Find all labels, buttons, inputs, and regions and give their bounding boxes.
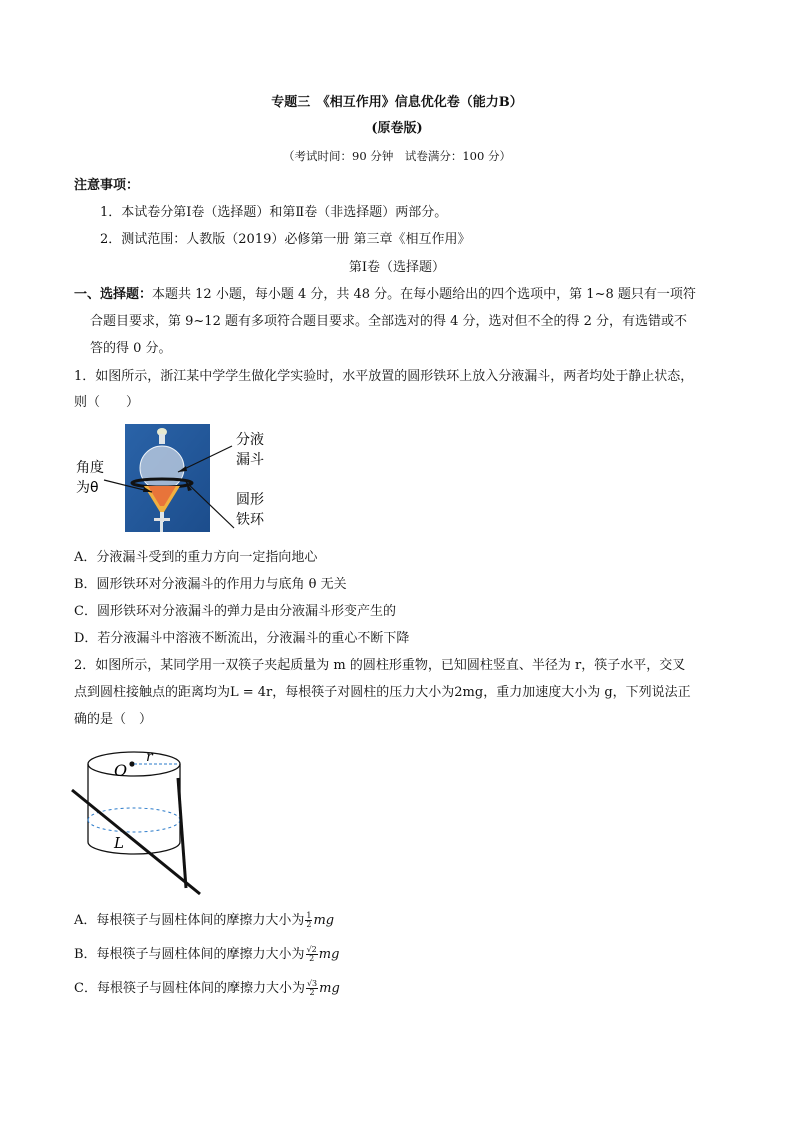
chopstick-right — [178, 778, 186, 888]
frac-denominator: 2 — [306, 920, 312, 929]
q2-stem-line-2: 点到圆柱接触点的距离均为L = 4r，每根筷子对圆柱的压力大小为2mg，重力加速度大小为 g，下列说法正 — [74, 685, 691, 700]
q2-option-c-text: C．每根筷子与圆柱体间的摩擦力大小为 — [74, 981, 305, 996]
funnel-photo — [74, 420, 274, 538]
page-subtitle: (原卷版) — [371, 121, 423, 136]
q1-stem-line-2: 则（ ） — [74, 395, 140, 410]
label-length-l: L — [114, 834, 124, 852]
center-point — [129, 761, 134, 766]
label-funnel-1: 分液 — [236, 432, 264, 448]
cylinder-chopsticks-diagram — [62, 742, 210, 900]
q2-option-b-tail: mg — [318, 947, 340, 962]
notes-heading: 注意事项： — [74, 178, 140, 193]
q2-figure — [62, 742, 210, 900]
exam-info: （考试时间：90 分钟 试卷满分：100 分） — [283, 149, 511, 163]
q2-stem-line-1: 2．如图所示，某同学用一双筷子夹起质量为 m 的圆柱形重物，已知圆柱竖直、半径为 r，筷子水平，交叉 — [74, 658, 686, 673]
q2-option-b-text: B．每根筷子与圆柱体间的摩擦力大小为 — [74, 947, 305, 962]
q1-option-d: D．若分液漏斗中溶液不断流出，分液漏斗的重心不断下降 — [74, 631, 410, 646]
q1-figure — [74, 420, 274, 538]
label-center-o: O — [114, 761, 128, 780]
instructions-line-1 — [74, 286, 696, 304]
instructions-line-2: 合题目要求，第 9~12 题有多项符合题目要求。全部选对的得 4 分，选对但不全的得 2 分，有选错或不 — [90, 314, 688, 329]
q1-option-a: A．分液漏斗受到的重力方向一定指向地心 — [74, 550, 318, 565]
label-angle-2: 为θ — [76, 480, 99, 496]
frac-numerator: 1 — [306, 911, 312, 920]
instructions-label: 一、选择题： — [74, 287, 153, 302]
note-item-1: 1．本试卷分第Ⅰ卷（选择题）和第Ⅱ卷（非选择题）两部分。 — [100, 205, 448, 220]
instructions-line-3: 答的得 0 分。 — [90, 341, 172, 356]
label-angle-1: 角度 — [76, 460, 104, 476]
section-title: 第Ⅰ卷（选择题） — [348, 260, 446, 275]
frac-denominator: 2 — [309, 988, 315, 997]
q1-stem-line-1: 1．如图所示，浙江某中学学生做化学实验时，水平放置的圆形铁环上放入分液漏斗，两者均处于静止状态， — [74, 369, 694, 384]
label-ring-2: 铁环 — [236, 512, 264, 528]
q2-stem-line-3: 确的是（ ） — [74, 712, 153, 727]
label-funnel-2: 漏斗 — [236, 452, 264, 468]
q2-option-c — [74, 980, 340, 998]
label-ring-1: 圆形 — [236, 492, 264, 508]
page-title: 专题三 《相互作用》信息优化卷（能力B） — [271, 95, 523, 110]
cylinder-bottom — [88, 842, 180, 854]
frac-numerator: √2 — [306, 945, 317, 954]
q2-option-b-fraction — [306, 946, 318, 963]
q2-option-a-text: A．每根筷子与圆柱体间的摩擦力大小为 — [74, 913, 305, 928]
contact-circle-front — [88, 820, 180, 832]
label-radius-r: r — [146, 749, 153, 765]
q2-option-c-tail: mg — [319, 981, 340, 996]
note-item-2: 2．测试范围：人教版（2019）必修第一册 第三章《相互作用》 — [100, 232, 471, 247]
frac-numerator: √3 — [306, 979, 318, 988]
q2-option-c-fraction — [306, 980, 318, 997]
q2-option-b — [74, 946, 339, 964]
q1-option-b: B．圆形铁环对分液漏斗的作用力与底角 θ 无关 — [74, 577, 347, 592]
q1-option-c: C．圆形铁环对分液漏斗的弹力是由分液漏斗形变产生的 — [74, 604, 396, 619]
instructions-text-1: 本题共 12 小题，每小题 4 分，共 48 分。在每小题给出的四个选项中，第 1~8 题只有一项符 — [152, 287, 696, 302]
q2-option-a-fraction — [305, 912, 312, 929]
q2-option-a-tail: mg — [313, 913, 335, 928]
frac-denominator: 2 — [309, 954, 315, 963]
q2-option-a — [74, 912, 334, 930]
